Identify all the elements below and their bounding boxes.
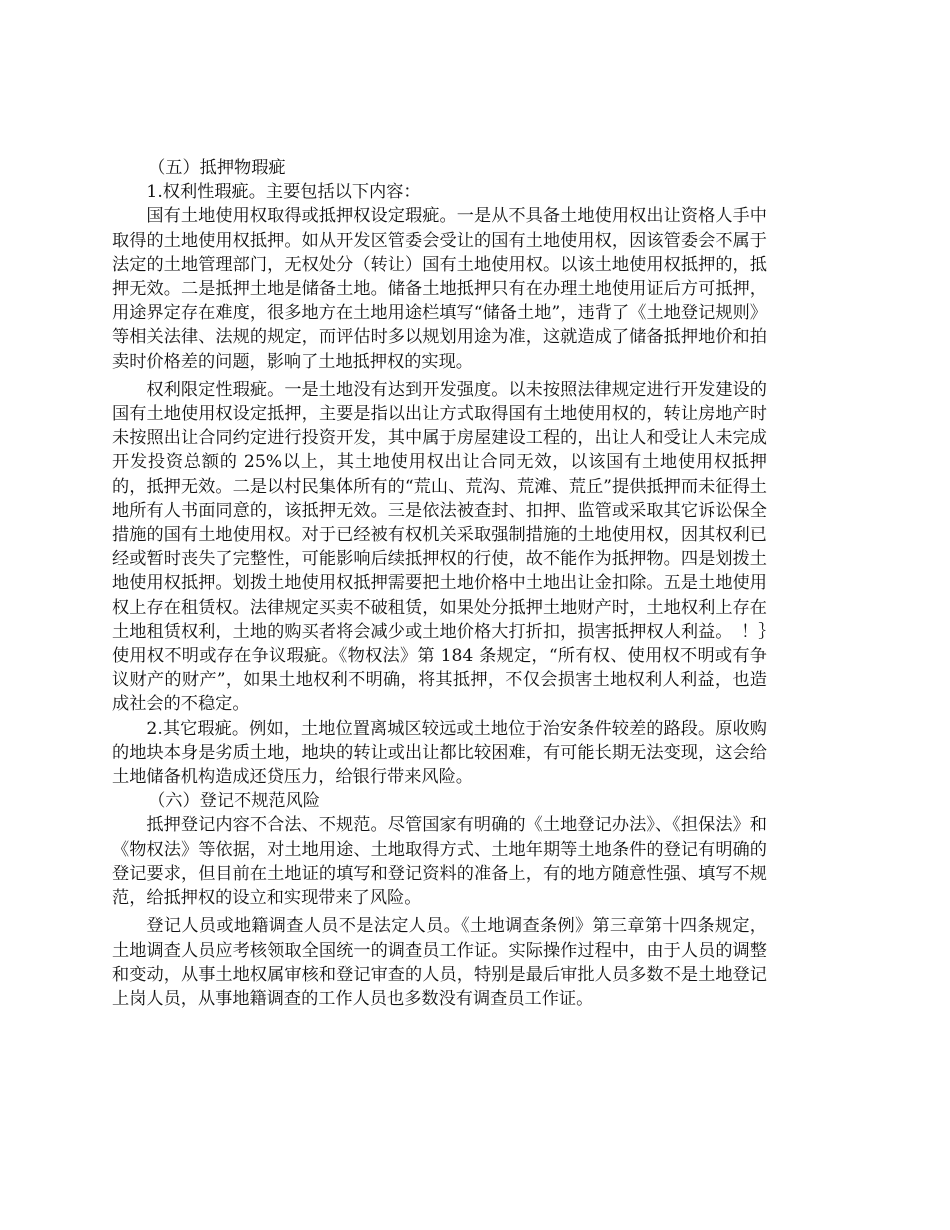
subsection-other-defects: 2.其它瑕疵。例如，土地位置离城区较远或土地位于治安条件较差的路段。原收购的地块本身是劣质土地，地块的转让或出让都比较困难，有可能长期无法变现，这会给土地储备机构造成还贷压力，给银行带来风险。	[112, 718, 767, 788]
subsection-rights-defects: 1.权利性瑕疵。主要包括以下内容：	[146, 182, 421, 203]
document-body	[112, 156, 767, 1011]
paragraph-land-use-right: 国有土地使用权取得或抵押权设定瑕疵。一是从不具备土地使用权出让资格人手中取得的土地使用权抵押。如从开发区管委会受让的国有土地使用权，因该管委会不属于法定的土地管理部门，无权处分（转让）国有土地使用权。以该土地使用权抵押的，抵押无效。二是抵押土地是储备土地。储备土地抵押只有在办理土地使用证后方可抵押，用途界定存在难度，很多地方在土地用途栏填写“储备土地”，违背了《土地登记规则》等相关法律、法规的规定，而评估时多以规划用途为准，这就造成了储备抵押地价和拍卖时价格差的问题，影响了土地抵押权的实现。	[112, 206, 767, 372]
paragraph-restricted-rights: 权利限定性瑕疵。一是土地没有达到开发强度。以未按照法律规定进行开发建设的国有土地使用权设定抵押，主要是指以出让方式取得国有土地使用权的，转让房地产时未按照出让合同约定进行投资开发，其中属于房屋建设工程的，出让人和受让人未完成开发投资总额的 25%以上，其土地使用权出让合同无效，以该国有土地使用权抵押的，抵押无效。二是以村民集体所有的“荒山、荒沟、荒滩、荒丘”提供抵押而未征得土地所有人书面同意的，该抵押无效。三是依法被查封、扣押、监管或采取其它诉讼保全措施的国有土地使用权。对于已经被有权机关采取强制措施的土地使用权，因其权利已经或暂时丧失了完整性，可能影响后续抵押权的行使，故不能作为抵押物。四是划拨土地使用权抵押。划拨土地使用权抵押需要把土地价格中土地出让金扣除。五是土地使用权上存在租赁权。法律规定买卖不破租赁，如果处分抵押土地财产时，土地权利上存在土地租赁权利，土地的购买者将会减少或土地价格大打折扣，损害抵押权人利益。 ！｝使用权不明或存在争议瑕疵。《物权法》第 184 条规定，“所有权、使用权不明或有争议财产的财产”，如果土地权利不明确，将其抵押，不仅会损害土地权利人利益，也造成社会的不稳定。	[112, 379, 767, 715]
paragraph-registration-staff: 登记人员或地籍调查人员不是法定人员。《土地调查条例》第三章第十四条规定，土地调查人员应考核领取全国统一的调查员工作证。实际操作过程中，由于人员的调整和变动，从事土地权属审核和登记审查的人员，特别是最后审批人员多数不是土地登记上岗人员，从事地籍调查的工作人员也多数没有调查员工作证。	[112, 916, 767, 1009]
section-heading-6: （六）登记不规范风险	[148, 791, 320, 812]
section-heading-5: （五）抵押物瑕疵	[148, 158, 286, 178]
paragraph-registration-content: 抵押登记内容不合法、不规范。尽管国家有明确的《土地登记办法》、《担保法》和《物权法》等依据，对土地用途、土地取得方式、土地年期等土地条件的登记有明确的登记要求，但目前在土地证的填写和登记资料的准备上，有的地方随意性强、填写不规范，给抵押权的设立和实现带来了风险。	[112, 815, 767, 909]
